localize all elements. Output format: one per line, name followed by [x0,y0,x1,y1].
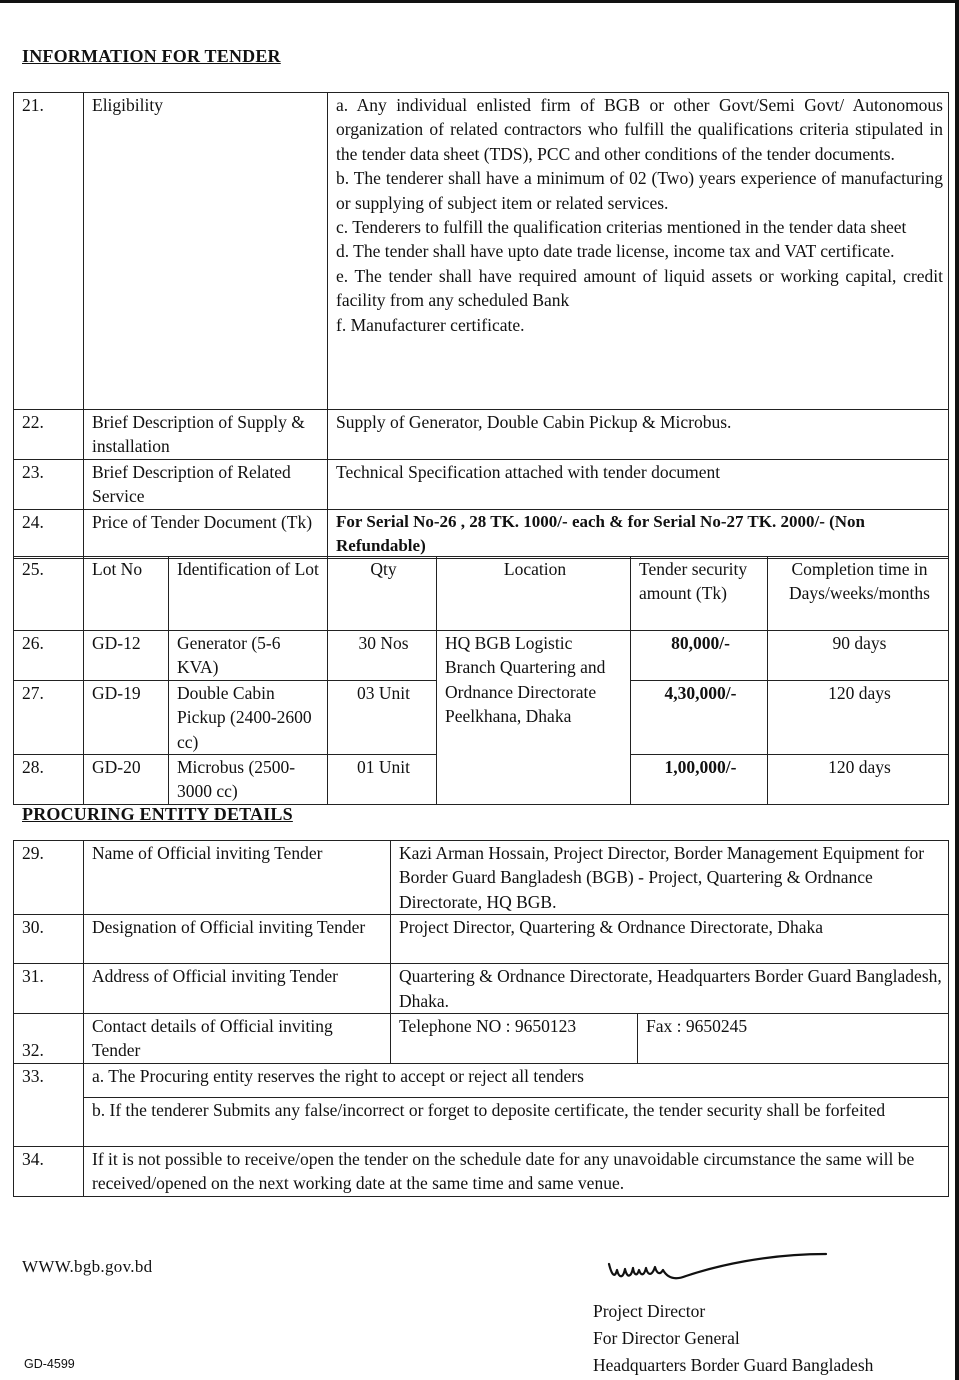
eligibility-a: a. Any individual enlisted firm of BGB or other Govt/Semi Govt/ Autonomous organization of related contractors who fulfill the qualifications criteria stipulated in the tender data sheet (TDS), PCC and other conditions of the tender documents. [336,95,943,164]
serial-22: 22. [14,410,84,460]
lot-security: 1,00,000/- [631,755,768,805]
label-official-designation: Designation of Official inviting Tender [84,915,391,964]
lot-header-row [14,557,949,631]
lot-code: GD-19 [84,680,169,754]
header-lot-no: Lot No [84,557,169,631]
row-29 [14,841,949,915]
row-24 [14,509,949,559]
lot-completion: 120 days [768,755,949,805]
serial-30: 30. [14,915,84,964]
telephone: Telephone NO : 9650123 [391,1014,638,1064]
lot-name: Double Cabin Pickup (2400-2600 cc) [169,680,328,754]
lot-row [14,631,949,681]
section-heading-procuring-entity: PROCURING ENTITY DETAILS [22,804,293,824]
signatory-on-behalf: For Director General [593,1328,740,1348]
lot-security: 80,000/- [631,631,768,681]
note-34: If it is not possible to receive/open the tender on the schedule date for any unavoidable circumstance the same will be received/opened on the next working date at the same time and same venue. [84,1146,949,1196]
eligibility-d: d. The tender shall have upto date trade license, income tax and VAT certificate. [336,241,895,262]
label-related-service: Brief Description of Related Service [84,459,328,509]
serial-32: 32. [14,1014,84,1064]
section-heading-information: INFORMATION FOR TENDER [22,46,281,66]
lot-table [13,556,949,805]
lot-code: GD-20 [84,755,169,805]
document-price: For Serial No-26 , 28 TK. 1000/- each & for Serial No-27 TK. 2000/- (Non Refundable) [328,509,949,559]
row-30 [14,915,949,964]
signatory-block [593,1298,873,1379]
header-qty: Qty [328,557,437,631]
fax: Fax : 9650245 [638,1014,949,1064]
lot-completion: 90 days [768,631,949,681]
signatory-organization: Headquarters Border Guard Bangladesh [593,1355,874,1375]
lot-location: HQ BGB Logistic Branch Quartering and Ordnance Directorate Peelkhana, Dhaka [437,631,631,805]
serial-25: 25. [14,557,84,631]
header-location: Location [437,557,631,631]
related-service: Technical Specification attached with tender document [328,459,949,509]
header-identification: Identification of Lot [169,557,328,631]
website-url: WWW.bgb.gov.bd [22,1257,153,1276]
procuring-entity-table [13,840,949,1197]
official-address: Quartering & Ordnance Directorate, Headquarters Border Guard Bangladesh, Dhaka. [391,964,949,1014]
serial-21: 21. [14,93,84,410]
eligibility-b: b. The tenderer shall have a minimum of 02 (Two) years experience of manufacturing or supplying of subject item or related services. [336,168,943,213]
lot-name: Microbus (2500-3000 cc) [169,755,328,805]
serial-24: 24. [14,509,84,559]
label-official-name: Name of Official inviting Tender [84,841,391,915]
row-31 [14,964,949,1014]
eligibility-criteria [328,93,949,410]
label-official-address: Address of Official inviting Tender [84,964,391,1014]
signatory-title: Project Director [593,1301,706,1321]
eligibility-f: f. Manufacturer certificate. [336,314,525,335]
official-name: Kazi Arman Hossain, Project Director, Border Management Equipment for Border Guard Bangladesh (BGB) - Project, Quartering & Ordnance Directorate, HQ BGB. [391,841,949,915]
serial-34: 34. [14,1146,84,1196]
note-33b: b. If the tenderer Submits any false/incorrect or forget to deposite certificate, the tender security shall be forfeited [84,1097,949,1146]
label-document-price: Price of Tender Document (Tk) [84,509,328,559]
serial-28: 28. [14,755,84,805]
row-21 [14,93,949,410]
serial-26: 26. [14,631,84,681]
serial-23: 23. [14,459,84,509]
lot-code: GD-12 [84,631,169,681]
row-33b [14,1097,949,1146]
lot-name: Generator (5-6 KVA) [169,631,328,681]
eligibility-e: e. The tender shall have required amount of liquid assets or working capital, credit facility from any scheduled Bank [336,265,943,311]
header-completion: Completion time in Days/weeks/months [768,557,949,631]
lot-qty: 30 Nos [328,631,437,681]
row-32 [14,1014,949,1064]
supply-description: Supply of Generator, Double Cabin Pickup & Microbus. [328,410,949,460]
serial-31: 31. [14,964,84,1014]
signature-image [606,1246,831,1286]
lot-security: 4,30,000/- [631,680,768,754]
official-designation: Project Director, Quartering & Ordnance Directorate, Dhaka [391,915,949,964]
eligibility-c: c. Tenderers to fulfill the qualification criterias mentioned in the tender data sheet [336,217,907,238]
label-eligibility: Eligibility [84,93,328,410]
lot-completion: 120 days [768,680,949,754]
serial-27: 27. [14,680,84,754]
note-33a: a. The Procuring entity reserves the right to accept or reject all tenders [84,1063,949,1097]
row-33a [14,1063,949,1097]
header-security: Tender security amount (Tk) [631,557,768,631]
row-22 [14,410,949,460]
row-34 [14,1146,949,1196]
label-contact-details: Contact details of Official inviting Tender [84,1014,391,1064]
gd-code: GD-4599 [24,1357,75,1371]
tender-info-table [13,92,949,559]
serial-29: 29. [14,841,84,915]
serial-33: 33. [14,1063,84,1146]
row-23 [14,459,949,509]
lot-qty: 01 Unit [328,755,437,805]
lot-qty: 03 Unit [328,680,437,754]
label-supply-description: Brief Description of Supply & installation [84,410,328,460]
